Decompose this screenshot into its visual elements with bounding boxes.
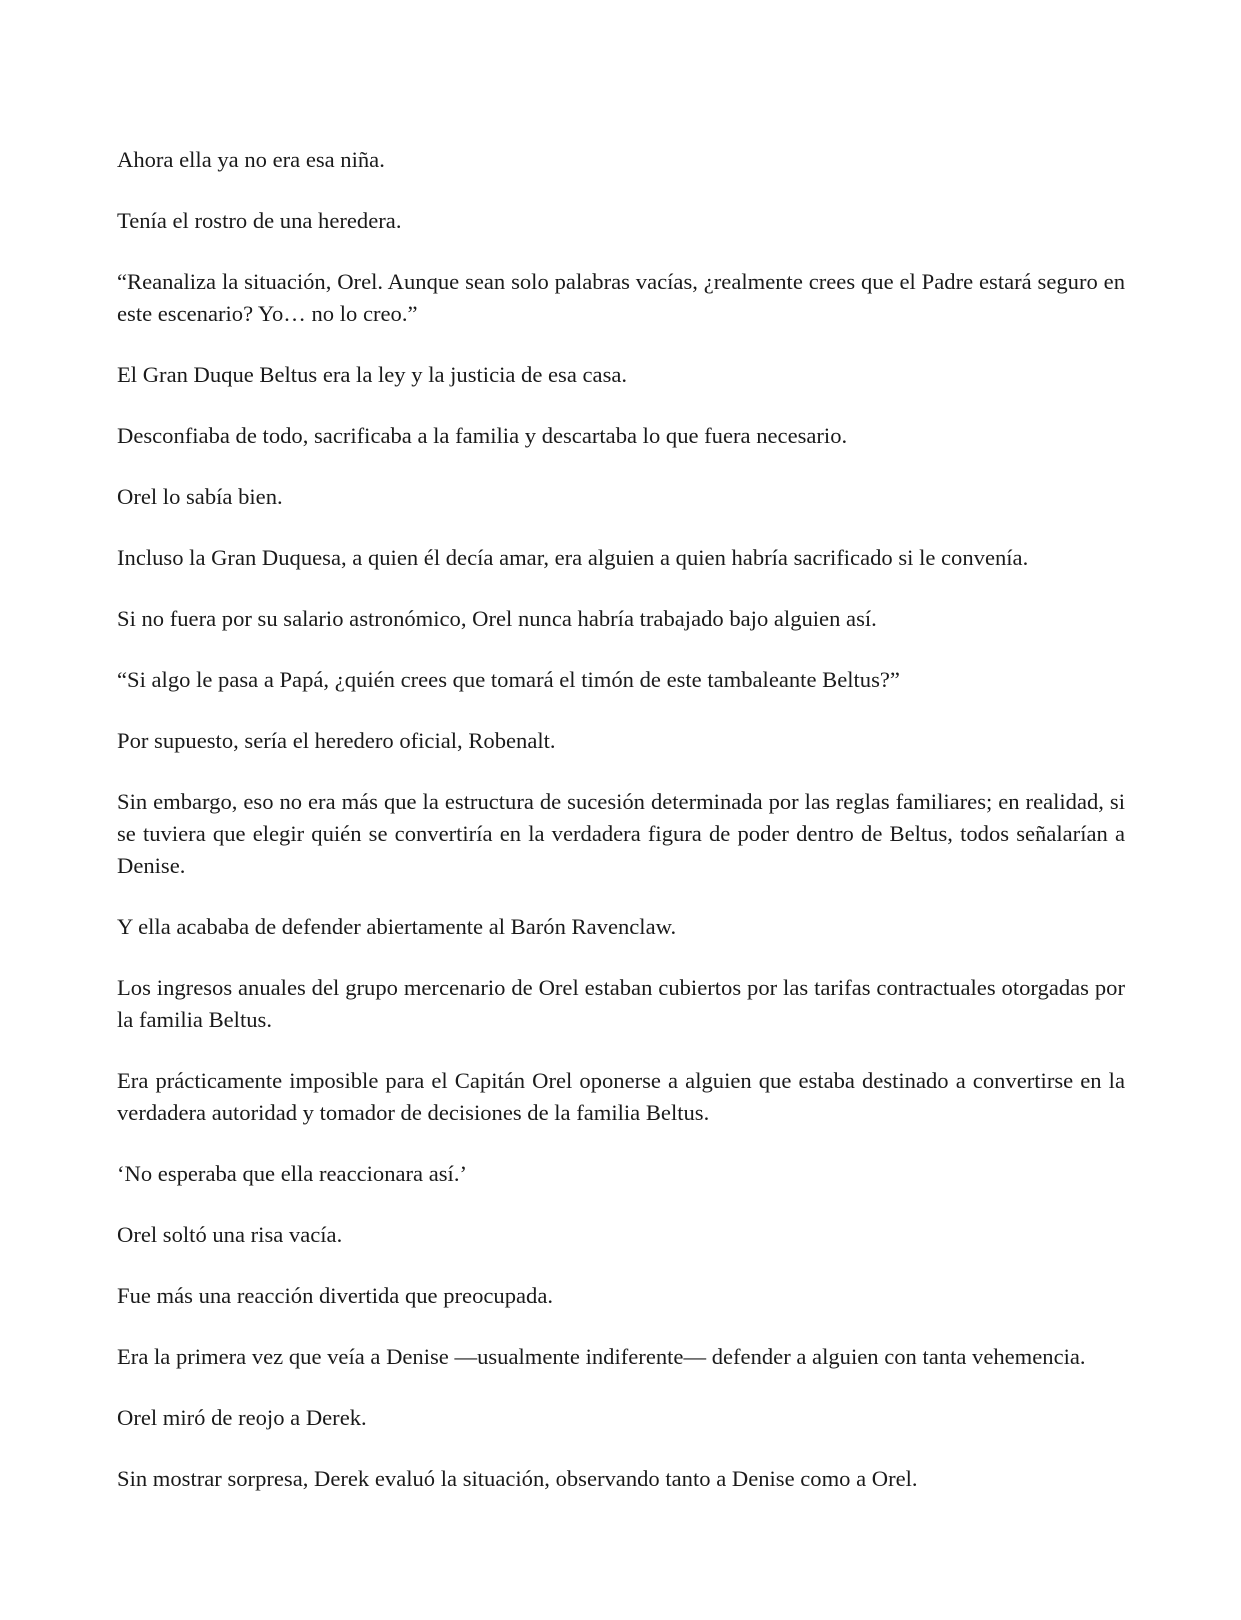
paragraph: Si no fuera por su salario astronómico, Orel nunca habría trabajado bajo alguien así. (117, 606, 877, 631)
paragraph: Orel miró de reojo a Derek. (117, 1405, 367, 1430)
paragraph: Era la primera vez que veía a Denise —usualmente indiferente— defender a alguien con tanta vehemencia. (117, 1344, 1086, 1369)
paragraph: El Gran Duque Beltus era la ley y la justicia de esa casa. (117, 362, 628, 387)
paragraph: Era prácticamente imposible para el Capitán Orel oponerse a alguien que estaba destinado a convertirse en la verdadera autoridad y tomador de decisiones de la familia Beltus. (117, 1068, 1125, 1125)
paragraph: “Reanaliza la situación, Orel. Aunque sean solo palabras vacías, ¿realmente crees que el Padre estará seguro en este escenario? Yo… no lo creo.” (117, 269, 1125, 326)
paragraph: Tenía el rostro de una heredera. (117, 208, 402, 233)
paragraph: Incluso la Gran Duquesa, a quien él decía amar, era alguien a quien habría sacrificado si le convenía. (117, 545, 1029, 570)
paragraph: Sin mostrar sorpresa, Derek evaluó la situación, observando tanto a Denise como a Orel. (117, 1466, 918, 1491)
paragraph: Orel lo sabía bien. (117, 484, 283, 509)
document-body (117, 144, 1125, 1524)
paragraph: “Si algo le pasa a Papá, ¿quién crees que tomará el timón de este tambaleante Beltus?” (117, 667, 900, 692)
paragraph: Por supuesto, sería el heredero oficial, Robenalt. (117, 728, 556, 753)
paragraph: Y ella acababa de defender abiertamente al Barón Ravenclaw. (117, 914, 677, 939)
paragraph: Ahora ella ya no era esa niña. (117, 147, 385, 172)
paragraph: Desconfiaba de todo, sacrificaba a la familia y descartaba lo que fuera necesario. (117, 423, 848, 448)
paragraph: Los ingresos anuales del grupo mercenario de Orel estaban cubiertos por las tarifas contractuales otorgadas por la familia Beltus. (117, 975, 1125, 1032)
paragraph: ‘No esperaba que ella reaccionara así.’ (117, 1161, 467, 1186)
paragraph: Sin embargo, eso no era más que la estructura de sucesión determinada por las reglas familiares; en realidad, si se tuviera que elegir quién se convertiría en la verdadera figura de poder dentro de Beltus, todos señalarían a Denise. (117, 789, 1125, 878)
paragraph: Orel soltó una risa vacía. (117, 1222, 343, 1247)
paragraph: Fue más una reacción divertida que preocupada. (117, 1283, 553, 1308)
